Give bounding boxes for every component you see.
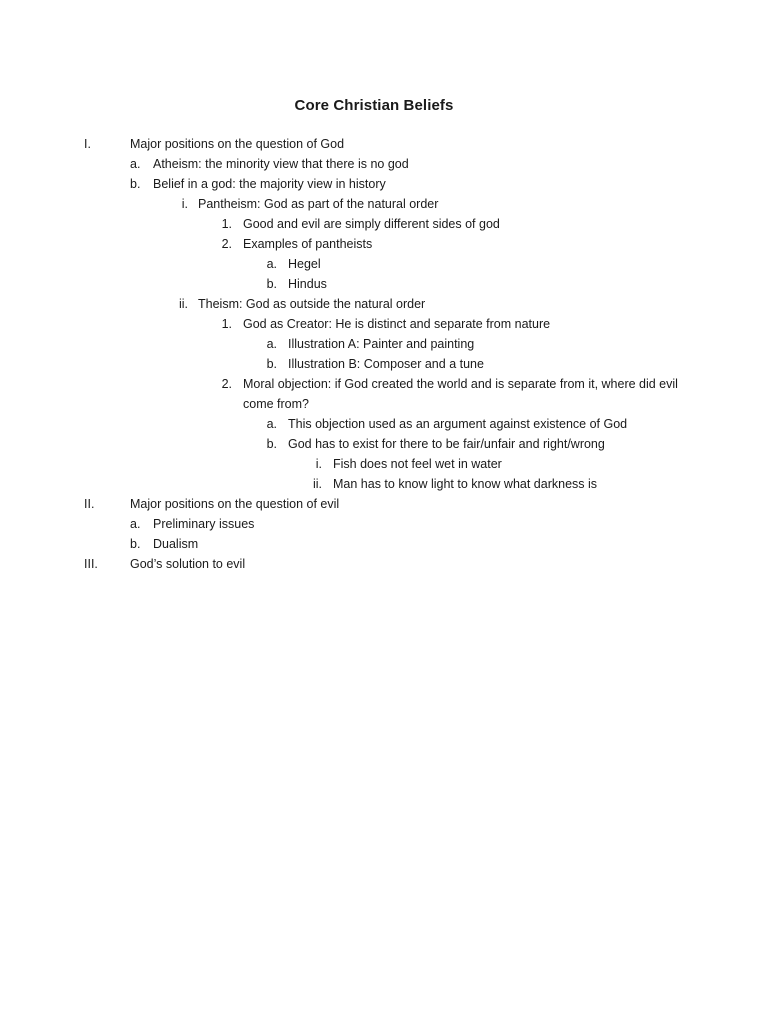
outline-text: Major positions on the question of evil (130, 497, 340, 511)
outline-text: God as Creator: He is distinct and separate from nature (243, 317, 551, 331)
outline-item (0, 414, 768, 434)
outline-text: Illustration B: Composer and a tune (288, 357, 484, 371)
outline-item (0, 374, 768, 414)
outline-text: Belief in a god: the majority view in history (153, 177, 386, 191)
outline-item (0, 154, 768, 174)
outline-marker: ii. (312, 477, 322, 491)
outline-text: Hindus (288, 277, 327, 291)
outline-text: Pantheism: God as part of the natural order (198, 197, 439, 211)
outline-text: Moral objection: if God created the world and is separate from it, where did evil come from? (243, 377, 678, 411)
outline-item (0, 454, 768, 474)
outline-item (0, 254, 768, 274)
outline-marker: b. (130, 537, 141, 551)
outline-item (0, 474, 768, 494)
outline-text: Fish does not feel wet in water (333, 457, 502, 471)
page-title: Core Christian Beliefs (294, 97, 454, 114)
outline-text: Atheism: the minority view that there is no god (153, 157, 409, 171)
outline-item (0, 314, 768, 334)
outline-text: Preliminary issues (153, 517, 255, 531)
outline-item (0, 174, 768, 194)
outline-item (0, 274, 768, 294)
outline-text: Theism: God as outside the natural order (198, 297, 426, 311)
outline-item (0, 354, 768, 374)
outline-item (0, 534, 768, 554)
outline-text: God has to exist for there to be fair/unfair and right/wrong (288, 437, 605, 451)
outline-marker: a. (130, 517, 141, 531)
outline-item (0, 234, 768, 254)
outline-text: Man has to know light to know what darkness is (333, 477, 598, 491)
outline-marker: 1. (221, 317, 232, 331)
outline-marker: b. (266, 277, 277, 291)
outline-marker: a. (130, 157, 141, 171)
outline-marker: b. (266, 437, 277, 451)
outline-item (0, 494, 768, 514)
outline-item (0, 214, 768, 234)
outline-marker: 2. (221, 377, 232, 391)
outline-marker: a. (266, 337, 277, 351)
outline-item (0, 434, 768, 454)
outline-marker: ii. (178, 297, 188, 311)
outline-marker: II. (84, 497, 95, 511)
outline-marker: 1. (221, 217, 232, 231)
outline-item (0, 134, 768, 154)
outline-item (0, 554, 768, 574)
outline-item (0, 334, 768, 354)
outline-text: This objection used as an argument against existence of God (288, 417, 628, 431)
outline-marker: b. (130, 177, 141, 191)
outline-marker: a. (266, 417, 277, 431)
outline-text: Dualism (153, 537, 199, 551)
outline-text: Examples of pantheists (243, 237, 373, 251)
outline-marker: b. (266, 357, 277, 371)
outline-marker: III. (84, 557, 98, 571)
outline-text: Good and evil are simply different sides of god (243, 217, 500, 231)
outline-item (0, 194, 768, 214)
outline-marker: a. (266, 257, 277, 271)
outline-marker: 2. (221, 237, 232, 251)
outline-text: Illustration A: Painter and painting (288, 337, 475, 351)
outline-marker: I. (84, 137, 91, 151)
outline-text: Major positions on the question of God (130, 137, 345, 151)
outline-marker: i. (315, 457, 322, 471)
outline-text: God’s solution to evil (130, 557, 246, 571)
outline-item (0, 514, 768, 534)
outline-marker: i. (181, 197, 188, 211)
outline-text: Hegel (288, 257, 321, 271)
outline-list (0, 134, 768, 574)
outline-item (0, 294, 768, 314)
